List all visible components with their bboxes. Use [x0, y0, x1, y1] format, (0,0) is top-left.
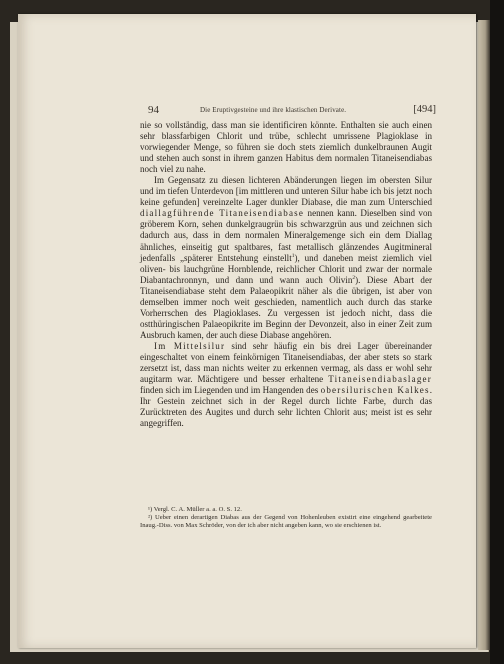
- paragraph-2-part-c: ), und daneben meist ziemlich viel oliven- bis lauchgrüne Hornblende, reichlicher Chlorit und zwar der normale Diabantachronnyn, und dann und wann auch Olivin: [140, 252, 433, 285]
- running-head: [140, 104, 436, 120]
- paragraph-2-part-b: nennen kann. Dieselben sind von gröberem Korn, sehen dunkelgraugrün bis schwarzgrün aus und zeichnen sich dadurch aus, dass in dem normalen Mineralgemenge sich ein dem Diallag ähnliches, einseitig gut spaltbares, fast metallisch glänzendes Augitmineral jedenfalls „späterer Entstehung einstellt: [140, 208, 432, 263]
- paragraph-2-spaced-term: diallagführende Titaneisendiabase: [140, 208, 305, 219]
- bracket-number: [494]: [413, 104, 436, 115]
- page-edge: [478, 20, 490, 650]
- paragraph-3-part-a: sind sehr häufig ein bis drei Lager übereinander eingeschaltet von einem feinkörnigen Titaneisendiabas, der aber stets so stark zersetzt ist, dass man nichts weiter zu erkennen vermag, als dass er wohl sehr augitarm war. Mächtigere und besser erhaltene: [140, 340, 432, 385]
- running-title: Die Eruptivgesteine und ihre klastischen Derivate.: [200, 106, 347, 114]
- paragraph-1: nie so vollständig, dass man sie identificiren könnte. Enthalten sie auch einen sehr blassfarbigen Chlorit und trübe, schlecht umrissene Plagioklase in vorwiegender Menge, so führen sie doch stets ziemlich dunkelbraunen Augit und stehen auch sonst in ihrem ganzen Habitus dem normalen Titaneisendiabas noch viel zu nahe.: [140, 120, 432, 175]
- paragraph-3: [140, 341, 432, 429]
- text-block: [140, 104, 436, 429]
- paragraph-2: [140, 175, 432, 341]
- footnote-2: ²) Ueber einen derartigen Diabas aus der Gegend von Hohenleuben existirt eine eingehend gearbeitete Inaug.-Diss. von Max Schröder, von der ich aber nicht angeben kann, wo sie erschienen ist.: [140, 514, 432, 530]
- paragraph-2-part-d: ). Diese Abart der Titaneisendiabase steht dem Palaeopikrit näher als die übrigen, ist aber von demselben immer noch weit geschieden, namentlich auch durch das starke Vorherrschen des Plagioklases. Zu vergessen ist jedoch nicht, dass die ostthüringischen Palaeopikrite im Beginn der Devonzeit, also in einer Zeit zum Ausbruch kamen, der auch diese Diabase angehören.: [140, 274, 432, 340]
- paragraph-3-spaced-term-3: obersilurischen Kalkes: [320, 385, 430, 396]
- footnote-ref-2: 2: [352, 274, 356, 281]
- paragraph-3-part-c: . Ihr Gestein zeichnet sich in der Regel durch lichte Farbe, durch das Zurücktreten des Augites und durch sehr lichten Chlorit aus; meist ist es sehr angegriffen.: [140, 385, 433, 429]
- right-dark-strip: [490, 0, 504, 664]
- body-text: [140, 120, 432, 429]
- paragraph-2-part-a: Im Gegensatz zu diesen lichteren Abänderungen liegen im obersten Silur und im tiefen Unterdevon [im mittleren und unteren Silur habe ich bis jetzt noch keine gefunden] vereinzelte Lager dunkler Diabase, die man zum Unterschied: [140, 175, 432, 208]
- paragraph-3-spaced-term-1: Im Mittelsilur: [154, 340, 226, 351]
- paragraph-3-part-b: finden sich im Liegenden und im Hangenden des: [140, 385, 321, 396]
- footnote-1: ¹) Vergl. C. A. Müller a. a. O. S. 12.: [148, 506, 242, 513]
- footnote-ref-1: 1: [291, 252, 295, 259]
- footnotes: [140, 506, 432, 531]
- paragraph-3-spaced-term-2: Titaneisendiabaslager: [328, 374, 432, 385]
- page-number: 94: [148, 104, 159, 116]
